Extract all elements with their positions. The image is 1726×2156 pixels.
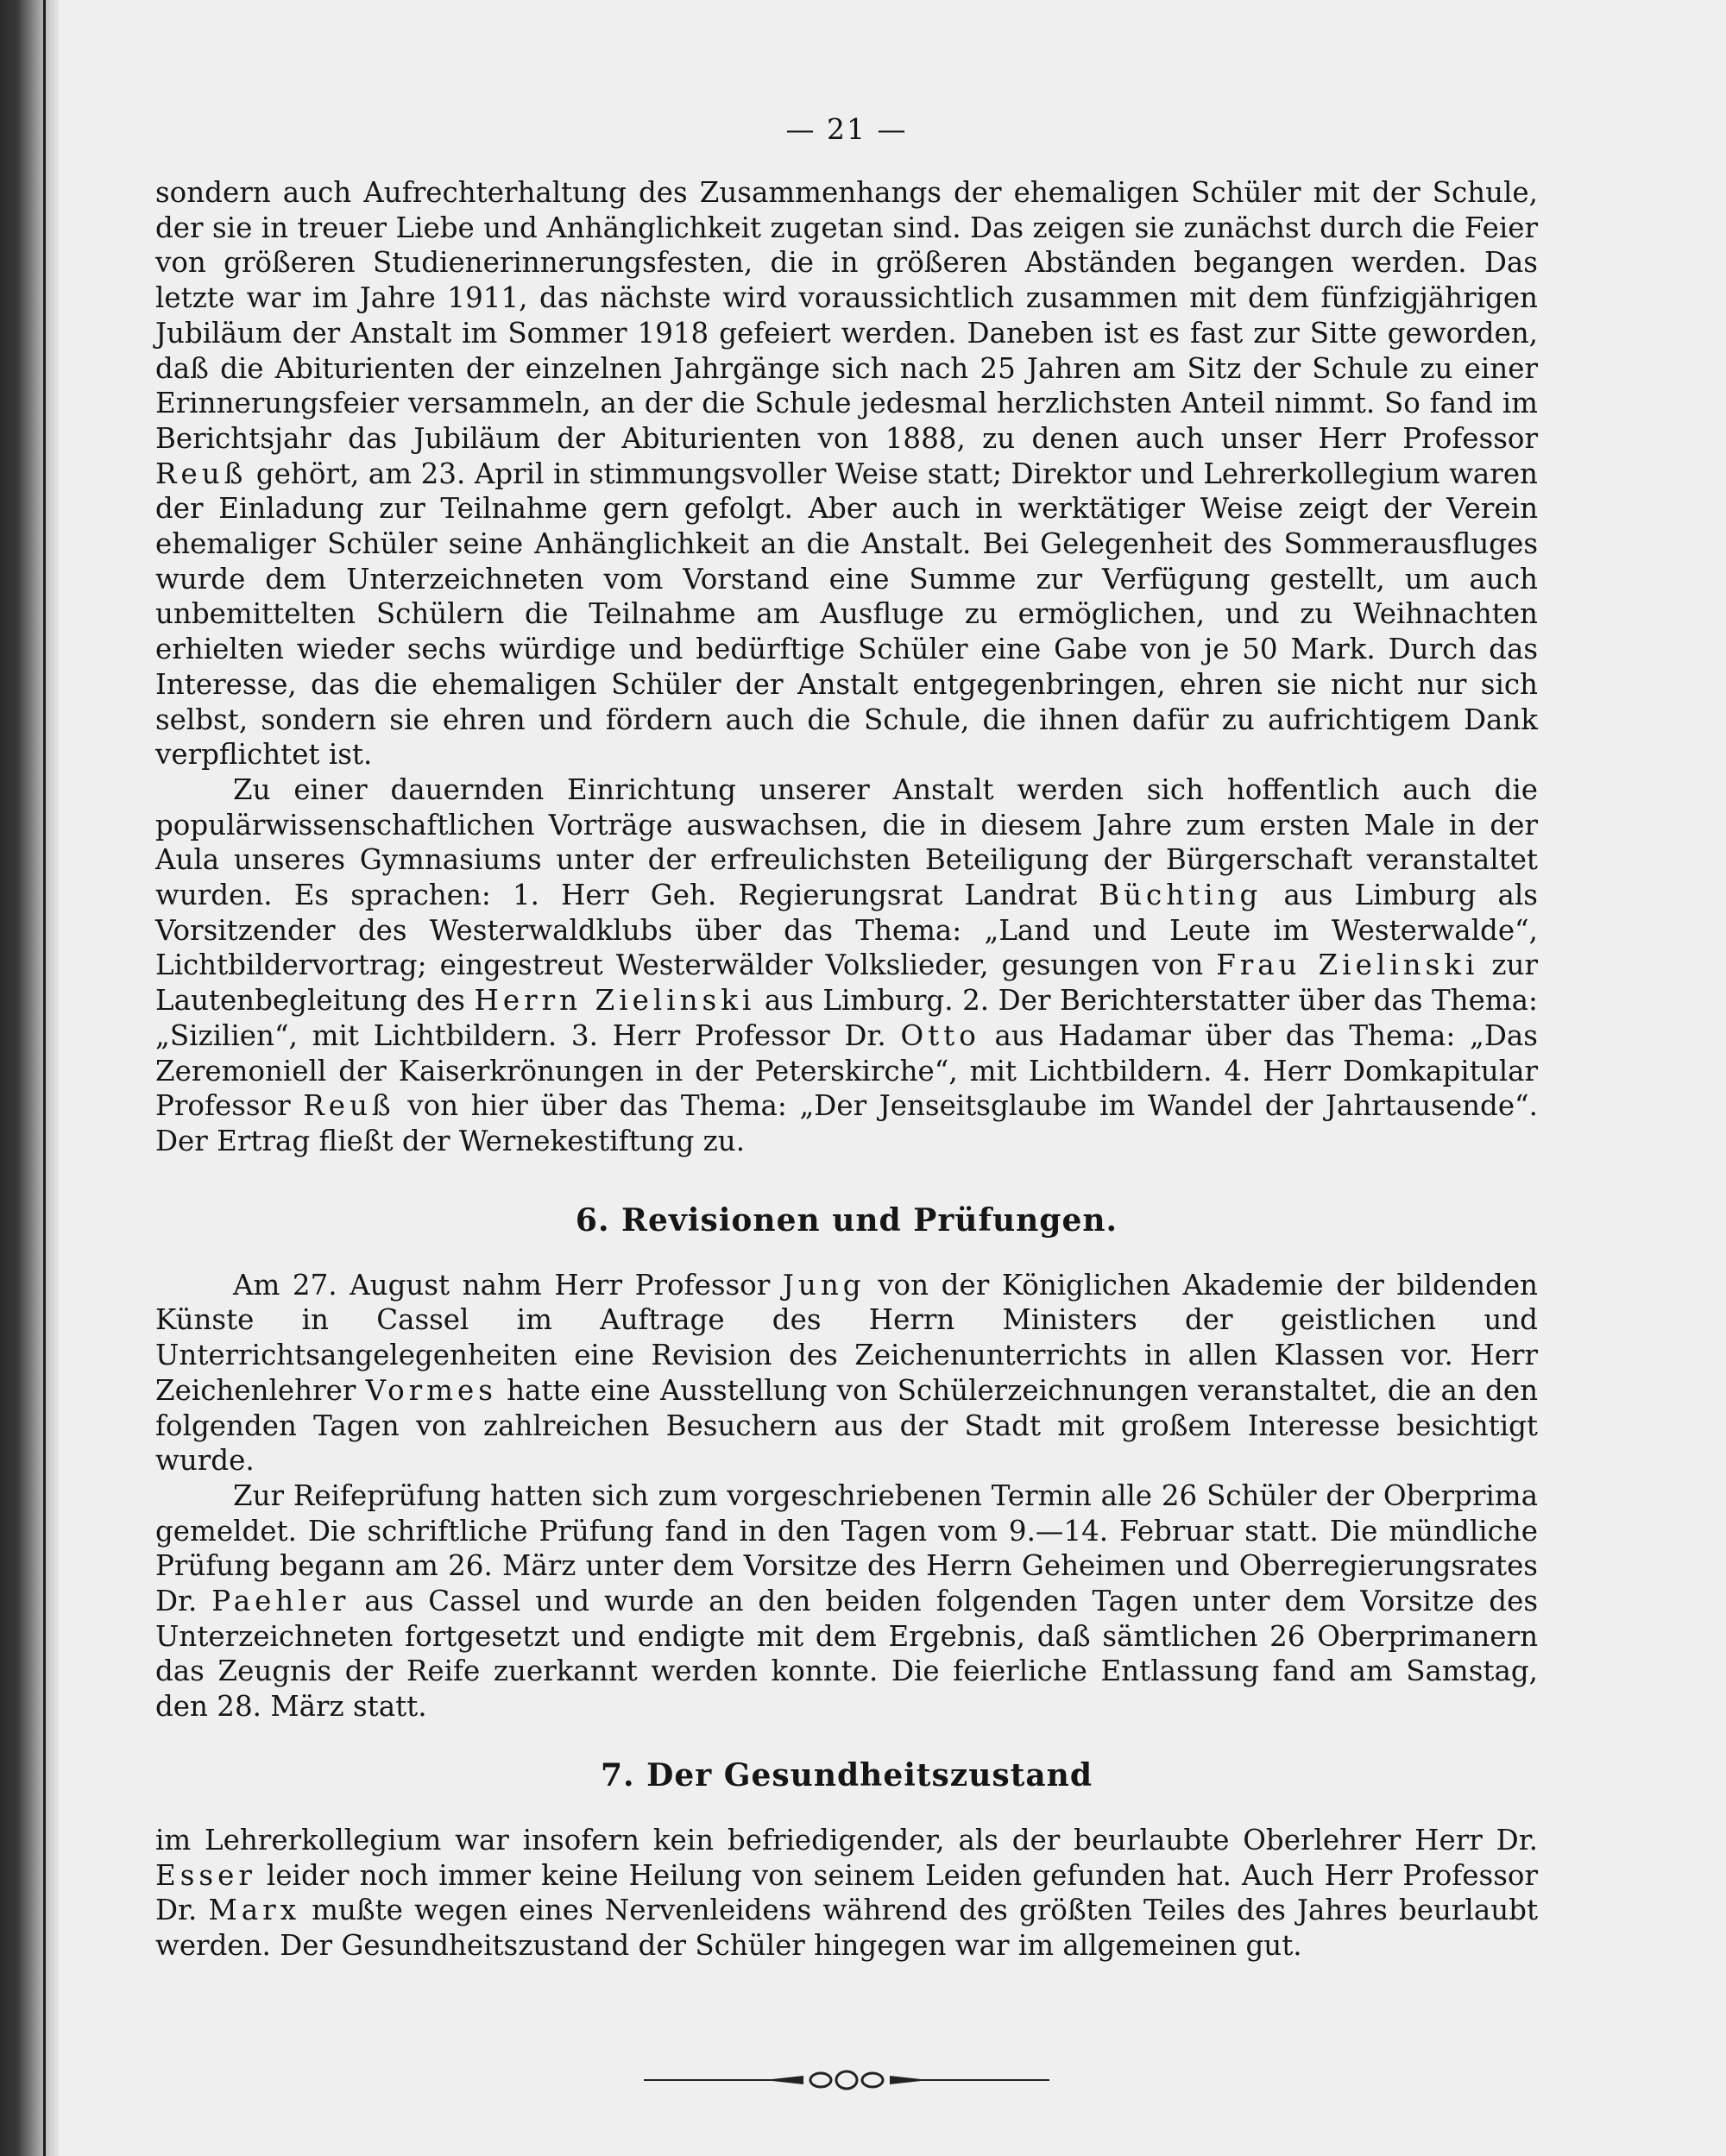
person-name: Jung — [782, 1268, 866, 1302]
paragraph-alumni: sondern auch Aufrechterhaltung des Zusammenhangs der ehemaligen Schüler mit der Schule, der sie in treuer Liebe und Anhänglichkeit zugetan sind. Das zeigen sie zunächst durch die Feier von größeren Studienerinnerungsfesten, die in größeren Abständen begangen werden. Das letzte war im Jahre 1911, das nächste wird voraussichtlich zusammen mit dem fünfzigjährigen Jubiläum der Anstalt im Sommer 1918 gefeiert werden. Daneben ist es fast zur Sitte geworden, daß die Abiturienten der einzelnen Jahrgänge sich nach 25 Jahren am Sitz der Schule zu einer Erinnerungsfeier versammeln, an der die Schule jedesmal herzlichsten Anteil nimmt. So fand im Berichtsjahr das Jubiläum der Abiturienten von 1888, zu denen auch unser Herr Professor Reuß gehört, am 23. April in stimmungsvoller Weise statt; Direktor und Lehrerkollegium waren der Einladung zur Teilnahme gern gefolgt. Aber auch in werktätiger Weise zeigt der Verein ehemaliger Schüler seine Anhänglichkeit an die Anstalt. Bei Gelegenheit des Sommerausfluges wurde dem Unterzeichneten vom Vorstand eine Summe zur Verfügung gestellt, um auch unbemittelten Schülern die Teilnahme am Ausfluge zu ermöglichen, und zu Weihnachten erhielten wieder sechs würdige und bedürftige Schüler eine Gabe von je 50 Mark. Durch das Interesse, das die ehemaligen Schüler der Anstalt entgegenbringen, ehren sie nicht nur sich selbst, sondern sie ehren und fördern auch die Schule, die ihnen dafür zu aufrichtigem Dank verpflichtet ist. — [155, 176, 1538, 772]
person-name: Otto — [900, 1018, 980, 1052]
ornament-divider-icon — [644, 2067, 1049, 2093]
person-name: Reuß — [155, 457, 248, 490]
person-name: Frau Zielinski — [1216, 949, 1479, 982]
paragraph-health: im Lehrerkollegium war insofern kein befriedigender, als der beurlaubte Oberlehrer Herr Dr. Esser leider noch immer keine Heilung von seinem Leiden gefunden hat. Auch Herr Professor Dr. Marx mußte wegen eines Nervenleidens während des größten Teiles des Jahres beurlaubt werden. Der Gesundheitszustand der Schüler hingegen war im allgemeinen gut. — [155, 1823, 1539, 1962]
paragraph-revision: Am 27. August nahm Herr Professor Jung von der Königlichen Akademie der bildenden Künste in Cassel im Auftrage des Herrn Ministers der geistlichen und Unterrichtsangelegenheiten eine Revision des Zeichenunterrichts in allen Klassen vor. Herr Zeichenlehrer Vormes hatte eine Ausstellung von Schülerzeichnungen veranstaltet, die an den folgenden Tagen von zahlreichen Besuchern aus der Stadt mit großem Interesse besichtigt wurde. — [155, 1268, 1539, 1478]
person-name: Herrn Zielinski — [474, 984, 756, 1018]
document-page — [155, 112, 1538, 2093]
person-name: Vormes — [365, 1373, 497, 1407]
person-name: Reuß — [303, 1089, 395, 1123]
person-name: Esser — [155, 1858, 256, 1892]
person-name: Büchting — [1099, 879, 1263, 912]
paragraph-lectures: Zu einer dauernden Einrichtung unserer Anstalt werden sich hoffentlich auch die populärwissenschaftlichen Vorträge auswachsen, die in diesem Jahre zum ersten Male in der Aula unseres Gymnasiums unter der erfreulichsten Beteiligung der Bürgerschaft veranstaltet wurden. Es sprachen: 1. Herr Geh. Regierungsrat Landrat Büchting aus Limburg als Vorsitzender des Westerwaldklubs über das Thema: „Land und Leute im Westerwalde“, Lichtbildervortrag; eingestreut Westerwälder Volkslieder, gesungen von Frau Zielinski zur Lautenbegleitung des Herrn Zielinski aus Limburg. 2. Der Berichterstatter über das Thema: „Sizilien“, mit Lichtbildern. 3. Herr Professor Dr. Otto aus Hadamar über das Thema: „Das Zeremoniell der Kaiserkrönungen in der Peterskirche“, mit Lichtbildern. 4. Herr Domkapitular Professor Reuß von hier über das Thema: „Der Jenseitsglaube im Wandel der Jahrtausende“. Der Ertrag fließt der Wernekestiftung zu. — [155, 772, 1539, 1157]
page-binding-line — [43, 0, 46, 2156]
person-name: Paehler — [211, 1585, 350, 1618]
section-heading-health: 7. Der Gesundheitszustand — [600, 1756, 1093, 1794]
person-name: Marx — [208, 1894, 301, 1927]
paragraph-exams: Zur Reifeprüfung hatten sich zum vorgeschriebenen Termin alle 26 Schüler der Oberprima gemeldet. Die schriftliche Prüfung fand in den Tagen vom 9.—14. Februar statt. Die mündliche Prüfung begann am 26. März unter dem Vorsitze des Herrn Geheimen und Oberregierungsrates Dr. Paehler aus Cassel und wurde an den beiden folgenden Tagen unter dem Vorsitze des Unterzeichneten fortgesetzt und endigte mit dem Ergebnis, daß sämtlichen 26 Oberprimanern das Zeugnis der Reife zuerkannt werden konnte. Die feierliche Entlassung fand am Samstag, den 28. März statt. — [155, 1478, 1538, 1724]
section-heading-revisions: 6. Revisionen und Prüfungen. — [575, 1201, 1118, 1239]
book-spine-shadow — [0, 0, 59, 2156]
page-number: — 21 — — [785, 112, 908, 146]
